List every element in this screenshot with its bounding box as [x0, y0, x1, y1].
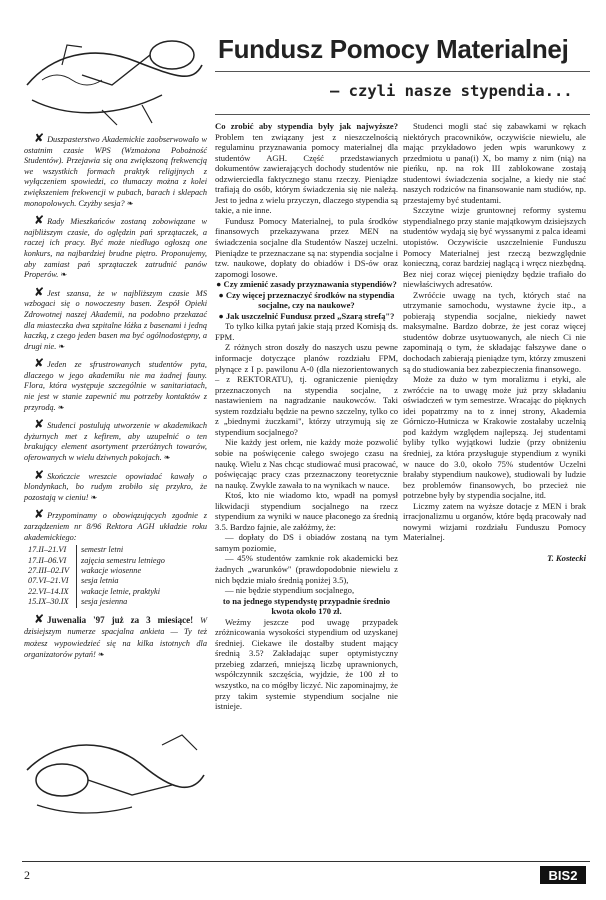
table-row: 17.II–21.VI semestr letni — [28, 545, 124, 555]
table-row: 15.IX–30.IX sesja jesienna — [28, 597, 128, 607]
author-signature: T. Kostecki — [547, 552, 586, 563]
list-item: — dopłaty do DS i obiadów zostaną na tym samym poziomie, — [215, 532, 398, 553]
note-2: ✘ Rady Mieszkańców zostaną zobowiązane w najbliższym czasie, do oględzin pań sprzątaczek, a raczej ich pracy. Być może niedługo ogłoszą one konkurs, na najbardziej brudne piętro. Proponujemy, aby zamiast pań sprzątaczek zatrudnić panów Properów. ❧ — [24, 213, 207, 280]
paragraph: Studenci mogli stać się zabawkami w rękach niektórych pracowników, oczywiście niewielu, ale mając przykładowo jeden wpis warunkowy z przedmiotu u pana(i) X, bo mamy z nim (nią) na pieńku, np. na rok III zablokowane zostają studentowi świadczenia socjalne, a kiedy nie stać naszych rodziców na finansowanie nam studiów, np. przestajemy być studentami. — [403, 121, 586, 205]
note-juwenalia: ✘ Juwenalia '97 już za 3 miesiące! W dzisiejszym numerze spacjalna ankieta — Ty też możesz wypowiedzieć się na kilka istotnych dla organizatorów pytań! ❧ — [24, 611, 208, 660]
sketch-illustration-bottom — [22, 725, 207, 820]
table-row: 27.III–02.IV wakacje wiosenne — [28, 566, 142, 575]
ornament-icon: ❧ — [90, 492, 98, 502]
lead-question: Co zrobić aby stypendia były jak najwyższe? — [215, 121, 398, 131]
ornament-icon: ❧ — [97, 650, 105, 660]
note-5: ✘ Studenci postulują utworzenie w akademikach dyżurnych met z kefirem, aby uzupełnić o ten brakujący element asortyment przeróżnych towarów, oferowanych w wielu dziwnych pokojach. ❧ — [24, 417, 207, 463]
divider — [215, 114, 590, 115]
paragraph: Szczytne wizje gruntownej reformy systemu stypendialnego przy stanie majątkowym dzisiejszych studentów wydają się być wyssanymi z palca ideami utopistów. Oczywiście uszczelnienie Funduszu Pomocy Materialnej jest rzeczą bezwzględnie konieczną, coraz bardziej naglącą i wręcz niezbędną. Bez niej coraz więcej pieniędzy będzie trafiało do niewłaściwych adresatów. — [403, 205, 586, 290]
note-6: ✘ Skończcie wreszcie opowiadać kawały o blondynkach, bo rudym zrobiło się przykro, że pozostają w cieniu! ❧ — [24, 467, 207, 502]
paragraph: Liczmy zatem na wyższe dotacje z MEN i brak irracjonalizmu u organów, które będą pracowały nad nowymi wizjami rozdziału Funduszu Pomocy Materialnej. — [403, 500, 586, 543]
cross-icon: ✘ — [34, 356, 45, 371]
paragraph: Weźmy jeszcze pod uwagę przypadek zróżnicowania wysokości stypendium od uzyskanej średniej. Ciekawe ile dostałby student mający średnią 3.5? Zakładając super optymistyczny przebieg zdarzeń, mniejszą liczbę uprawnionych, współczynnik szczęścia, wyjdzie, że 100 zł to wszystko, na co mógłby liczyć. Nic zapominajmy, że przy takim systemie stypendium socjalne nie istnieje. — [215, 616, 398, 712]
question: ● Czy zmienić zasady przyznawania stypendiów? — [216, 279, 397, 290]
question: ● Czy więcej przeznaczyć środków na stypendia socjalne, czy na naukowe? — [218, 289, 395, 311]
cross-icon: ✘ — [34, 467, 45, 482]
bis2-logo — [540, 866, 586, 884]
footer-divider — [22, 861, 590, 862]
page-number: 2 — [24, 868, 30, 882]
paragraph: Z różnych stron doszły do naszych uszu pewne informacje dotyczące planów rozdziału FPM, płynące z I p. pawilonu A-0 (dla niezorientowanych – z REKTORATU), tj. ograniczenie pieniędzy przeznaczonych na stypendia socjalne, z nastawieniem na nagradzanie naukowców. Taki system rozdziału będzie na pewno szczelny, tylko co z „biednymi żuczkami", którzy utrzymują się ze stypendium socjalnego? — [215, 342, 398, 437]
article-column-2 — [403, 121, 586, 563]
academic-schedule-table — [28, 545, 171, 607]
ornament-icon: ❧ — [126, 198, 134, 208]
ornament-icon: ❧ — [60, 270, 68, 280]
paragraph: Zwróćcie uwagę na tych, których stać na utrzymanie samochodu, wystawne życie itp., a pobierają stypendia socjalne, niekiedy nawet maksymalne. Bardzo dobrze, że jest coraz więcej studentów dobrze usytuowanych, ale niech Ci nie zapominają o tym, że składając fałszywe dane o dochodach zabierają pieniądze tym, którzy zmuszeni są do studiowania bez zabezpieczenia finansowego. — [403, 289, 586, 374]
divider — [215, 71, 590, 72]
list-item: — nie będzie stypendium socjalnego, — [225, 585, 355, 596]
cross-icon: ✘ — [34, 507, 45, 522]
table-row: 22.VI–14.IX wakacje letnie, praktyki — [28, 586, 161, 596]
ornament-icon: ❧ — [163, 453, 171, 463]
note-7: ✘ Przypominamy o obowiązujących zgodnie z zarządzeniem nr 8/96 Rektora AGH układzie roku akademickiego: — [24, 507, 207, 542]
sketch-illustration-top — [22, 25, 207, 133]
table-row: 17.II–06.VI zajęcia semestru letniego — [28, 555, 165, 565]
table-row: 07.VI–21.VI sesja letnia — [28, 576, 119, 586]
cross-icon: ✘ — [34, 213, 45, 228]
ornament-icon: ❧ — [58, 341, 65, 351]
paragraph: Nie każdy jest orłem, nie każdy może pozwolić sobie na poświęcenie całego swojego czasu na naukę. Wielu z Nas chcąc studiować musi pracować, poświęcając pracy czas przeznaczony teoretycznie na naukę. Zwykle zawała to na wynikach w nauce. — [215, 437, 398, 490]
paragraph: Co zrobić aby stypendia były jak najwyższe? Problem ten związany jest z nieszczelnością regulaminu przyznawania pomocy materialnej dla studentów AGH. Część przedstawianych dokumentów zawierających dochody studentów nie odzwierciedla faktycznego stanu rzeczy. Pieniądze trafiają do osób, którym świadczenia się nie należą. Jest to jedna z wielu przyczyn, dlaczego stypendia są takie, a nie inne. — [215, 121, 398, 216]
paragraph: To tylko kilka pytań jakie stają przed Komisją ds. FPM. — [215, 321, 398, 342]
note-1: ✘ Duszpasterstwo Akademickie zaobserwowało w ostatnim czasie WPS (Wzmożona Pobożność Studentów). Przejawia się ona zwiększoną frekwencją we wszystkich formach praktyk religijnych z wyłączeniem spowiedzi, co tłumaczy można z kolei zwiększeniem frekwencji w pubach, barach i sklepach monopolowych. Czyżby sesja? ❧ — [24, 131, 207, 208]
cross-icon: ✘ — [34, 611, 45, 626]
ornament-icon: ❧ — [57, 402, 65, 412]
paragraph: Fundusz Pomocy Materialnej, to pula środków finansowych przekazywana przez MEN na świadczenia socjalne dla Studentów Naszej uczelni. Pieniądze te przeznaczane są na: stypendia socjalne i tzw. naukowe, dopłaty do obiadów i DS-ów oraz zapomogi losowe. — [215, 215, 398, 279]
paragraph: Może za dużo w tym moralizmu i etyki, ale zwróćcie na to uwagę może już przy składaniu oświadczeń w tym semestrze. Wracając do pięknych idei popatrzmy na to z innej strony, Akademia Górniczo-Hutnicza w Krakowie zostałaby uczelnią pod każdym względem najlepszą. Jej studentami byliby tylko wyjątkowi ludzie (przy obniżeniu średniej, za która przysługuje stypendium z wyniki w nauce do 3.0, około 75% studentów Uczelni brałaby stypendium naukowe), studiowali by ludzie bez problemów finansowych, bo przecież nie potrzebne były by stypendia socjalne, itd. — [403, 374, 586, 501]
cross-icon: ✘ — [34, 131, 45, 145]
note-3: ✘ Jest szansa, że w najbliższym czasie MS wzbogaci się o nowoczesny basen. Zespół Opieki Zdrowotnej naszej Akademii, na podobno przekazać dla miasteczka dwa szpitalne łóżka z basenami i jedną kaczką, z czego jeden basen ma być ogólnodostępny, a drugi nie. ❧ — [24, 284, 207, 351]
list-item: — 45% studentów zamknie rok akademicki bez żadnych „warunków" (prawdopodobnie niewielu z nich będzie miało średnią poniżej 3.5), — [215, 553, 398, 585]
article-subtitle: – czyli nasze stypendia... — [330, 82, 573, 100]
cross-icon: ✘ — [34, 284, 45, 299]
note-4: ✘ Jeden ze sfrustrowanych studentów pyta, dlaczego w jego akademiku nie ma żadnej fauny. Flora, która występuje szczególnie w sanitariatach, nie jest w stanie zapewnić mu potrzeby kontaktów z przyrodą. ❧ — [24, 356, 207, 412]
article-title: Fundusz Pomocy Materialnej — [218, 34, 569, 64]
highlight-statement: to na jednego stypendystę przypadnie średnio kwota około 170 zł. — [222, 595, 391, 617]
question: ● Jak uszczelnić Fundusz przed „Szarą strefą"? — [218, 310, 395, 321]
paragraph: Ktoś, kto nie wiadomo kto, wpadł na pomysł likwidacji stypendium socjalnego na rzecz stypendium za wyniki w nauce płaconego za średnią 3.5. Bardzo fajnie, ale załóżmy, że: — [215, 490, 398, 532]
svg-text:BIS2: BIS2 — [548, 868, 578, 883]
cross-icon: ✘ — [34, 417, 45, 432]
news-sidebar — [22, 25, 207, 825]
article-column-1 — [215, 121, 398, 712]
